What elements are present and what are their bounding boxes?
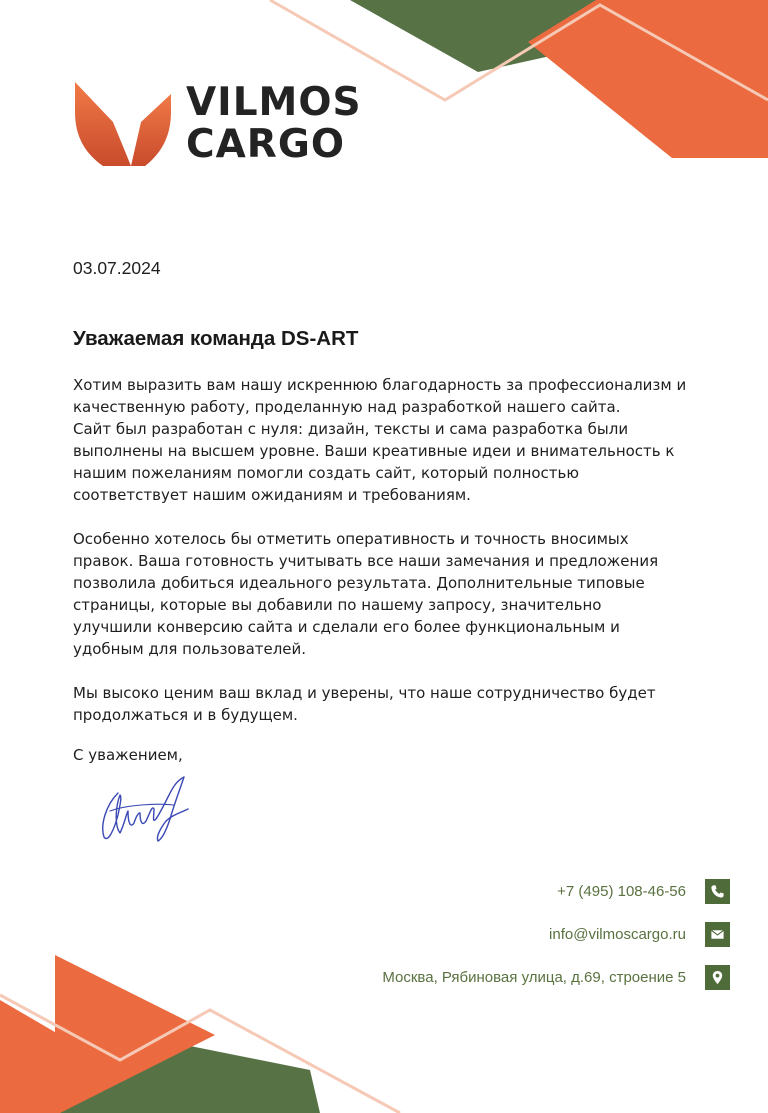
logo-mark-icon [73,82,173,168]
text-line: нашим пожеланиям помогли создать сайт, который полностью [73,464,580,482]
text-line: улучшили конверсию сайта и сделали его более функциональным и [73,618,620,636]
text-line: соответствует нашим ожиданиям и требованиям. [73,486,471,504]
text-line: качественную работу, проделанную над разработкой нашего сайта. [73,398,621,416]
text-line: Хотим выразить вам нашу искреннюю благодарность за профессионализм и [73,376,687,394]
paragraph-3 [73,682,713,726]
bottom-left-orange-shape [0,1000,60,1113]
text-line: Особенно хотелось бы отметить оперативность и точность вносимых [73,530,629,548]
paragraph-2 [73,528,713,660]
text-line: страницы, которые вы добавили по нашему запросу, значительно [73,596,602,614]
text-line: Сайт был разработан с нуля: дизайн, тексты и сама разработка были [73,420,629,438]
text-line: выполнены на высшем уровне. Ваши креативные идеи и внимательность к [73,442,675,460]
top-green-shape [350,0,768,72]
contact-address-row [382,964,730,990]
contact-phone-row [557,878,730,904]
phone-icon [705,879,730,904]
contact-phone[interactable]: +7 (495) 108-46-56 [557,882,686,900]
handwritten-signature [96,775,196,845]
bottom-green-shape [0,1030,320,1113]
text-line: удобным для пользователей. [73,640,307,658]
top-right-orange-strip [730,0,768,158]
company-logo [73,82,373,172]
letter-greeting: Уважаемая команда DS-ART [73,327,359,350]
letter-signoff: С уважением, [73,746,183,764]
bottom-orange-shape [55,955,215,1113]
contact-email-row [549,921,730,947]
logo-wordmark [186,82,362,166]
contact-email[interactable]: info@vilmoscargo.ru [549,925,686,943]
contact-address: Москва, Рябиновая улица, д.69, строение 5 [382,968,686,986]
letter-body [73,374,713,726]
logo-line-1: VILMOS [186,80,362,125]
envelope-icon [705,922,730,947]
top-orange-shape [528,0,730,158]
location-pin-icon [705,965,730,990]
logo-line-2: CARGO [186,122,346,167]
bottom-peach-line [0,995,400,1113]
text-line: продолжаться и в будущем. [73,706,298,724]
paragraph-1 [73,374,713,506]
text-line: позволила добиться идеального результата. Дополнительные типовые [73,574,645,592]
text-line: правок. Ваша готовность учитывать все наши замечания и предложения [73,552,659,570]
letter-date: 03.07.2024 [73,258,161,278]
text-line: Мы высоко ценим ваш вклад и уверены, что наше сотрудничество будет [73,684,656,702]
